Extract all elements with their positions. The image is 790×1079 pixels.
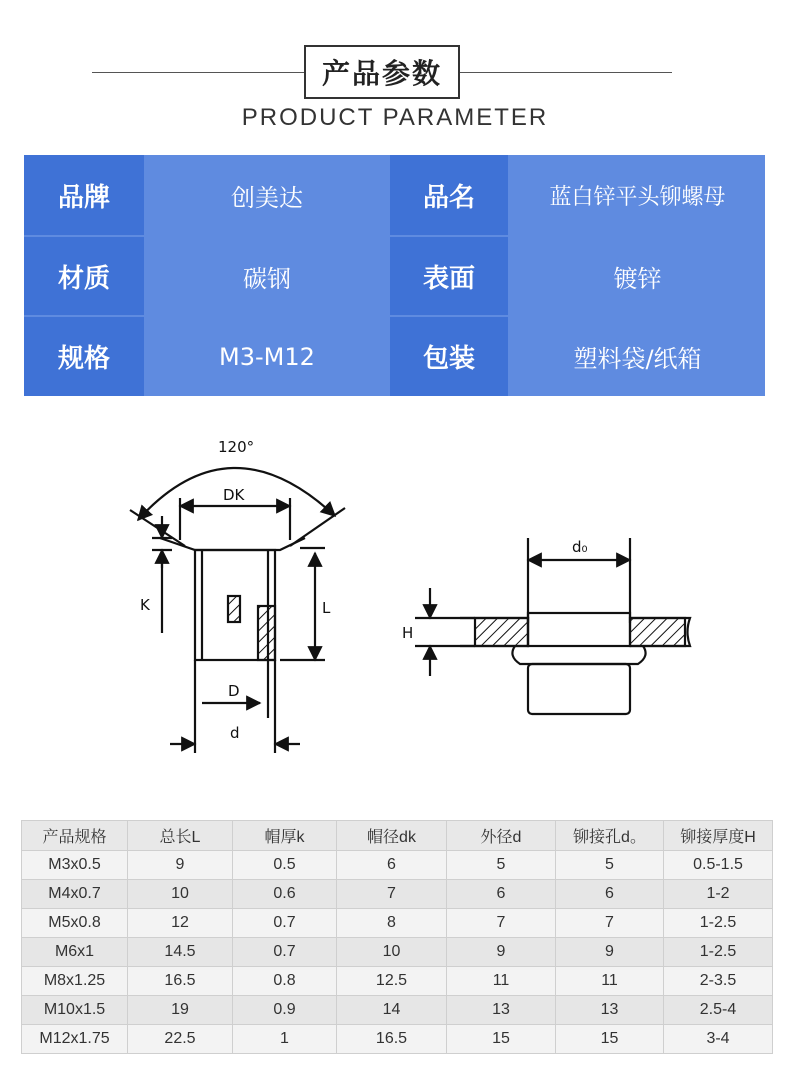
- cell-hole-diameter: 6: [556, 880, 664, 909]
- cell-spec: M8x1.25: [22, 967, 128, 996]
- cell-length: 10: [128, 880, 233, 909]
- cell-head-thickness: 0.6: [233, 880, 337, 909]
- cell-head-diameter: 10: [337, 938, 447, 967]
- spec-table: [21, 820, 773, 1054]
- cell-spec: M5x0.8: [22, 909, 128, 938]
- param-value-product-name: 蓝白锌平头铆螺母: [510, 155, 765, 235]
- cell-outer-diameter: 11: [447, 967, 556, 996]
- param-label-brand: 品牌: [24, 155, 144, 235]
- l-label: L: [322, 599, 331, 617]
- cell-grip-range: 1-2: [664, 880, 773, 909]
- cell-head-diameter: 14: [337, 996, 447, 1025]
- table-row: [22, 938, 773, 967]
- cell-grip-range: 3-4: [664, 1025, 773, 1054]
- cell-head-thickness: 0.9: [233, 996, 337, 1025]
- cell-hole-diameter: 9: [556, 938, 664, 967]
- cell-outer-diameter: 6: [447, 880, 556, 909]
- param-value-surface: 镀锌: [510, 237, 765, 315]
- cell-grip-range: 1-2.5: [664, 909, 773, 938]
- section-subtitle: PRODUCT PARAMETER: [241, 104, 549, 131]
- cell-hole-diameter: 11: [556, 967, 664, 996]
- parameter-grid: [24, 155, 765, 396]
- d0-label: d₀: [572, 538, 588, 556]
- cell-head-diameter: 16.5: [337, 1025, 447, 1054]
- cell-head-diameter: 8: [337, 909, 447, 938]
- cell-head-thickness: 0.7: [233, 938, 337, 967]
- cell-outer-diameter: 9: [447, 938, 556, 967]
- cell-length: 9: [128, 851, 233, 880]
- cell-length: 12: [128, 909, 233, 938]
- param-label-product-name: 品名: [390, 155, 508, 235]
- cell-grip-range: 1-2.5: [664, 938, 773, 967]
- cell-grip-range: 0.5-1.5: [664, 851, 773, 880]
- param-label-package: 包装: [390, 317, 508, 396]
- param-value-package: 塑料袋/纸箱: [510, 317, 765, 396]
- cell-head-thickness: 0.8: [233, 967, 337, 996]
- cell-hole-diameter: 15: [556, 1025, 664, 1054]
- table-header-row: [22, 821, 773, 851]
- rivet-nut-side-view: [130, 468, 345, 753]
- cell-spec: M4x0.7: [22, 880, 128, 909]
- cell-hole-diameter: 5: [556, 851, 664, 880]
- technical-drawing: [110, 428, 700, 778]
- param-label-surface: 表面: [390, 237, 508, 315]
- rivet-nut-installed-view: [415, 538, 690, 714]
- k-label: K: [140, 596, 150, 614]
- param-value-brand: 创美达: [146, 155, 388, 235]
- section-title: 产品参数: [304, 45, 460, 99]
- col-header-spec: 产品规格: [22, 821, 128, 851]
- cell-head-diameter: 12.5: [337, 967, 447, 996]
- title-rule-left: [92, 72, 304, 73]
- param-label-material: 材质: [24, 237, 144, 315]
- dk-label: DK: [223, 486, 245, 504]
- col-header-grip-range: 铆接厚度H: [664, 821, 773, 851]
- cell-outer-diameter: 15: [447, 1025, 556, 1054]
- cell-outer-diameter: 5: [447, 851, 556, 880]
- col-header-head-diameter: 帽径dk: [337, 821, 447, 851]
- table-row: [22, 909, 773, 938]
- angle-label: 120°: [218, 438, 255, 456]
- cell-spec: M12x1.75: [22, 1025, 128, 1054]
- param-value-spec: M3-M12: [146, 317, 388, 396]
- inner-d-label: D: [228, 682, 240, 700]
- cell-spec: M3x0.5: [22, 851, 128, 880]
- cell-head-thickness: 0.7: [233, 909, 337, 938]
- cell-hole-diameter: 13: [556, 996, 664, 1025]
- cell-spec: M6x1: [22, 938, 128, 967]
- table-row: [22, 851, 773, 880]
- cell-head-diameter: 7: [337, 880, 447, 909]
- cell-grip-range: 2.5-4: [664, 996, 773, 1025]
- cell-length: 22.5: [128, 1025, 233, 1054]
- col-header-hole-diameter: 铆接孔d。: [556, 821, 664, 851]
- cell-grip-range: 2-3.5: [664, 967, 773, 996]
- cell-spec: M10x1.5: [22, 996, 128, 1025]
- col-header-outer-diameter: 外径d: [447, 821, 556, 851]
- cell-length: 19: [128, 996, 233, 1025]
- cell-outer-diameter: 13: [447, 996, 556, 1025]
- col-header-length: 总长L: [128, 821, 233, 851]
- table-row: [22, 996, 773, 1025]
- table-row: [22, 967, 773, 996]
- h-label: H: [402, 624, 414, 642]
- cell-head-thickness: 1: [233, 1025, 337, 1054]
- cell-outer-diameter: 7: [447, 909, 556, 938]
- cell-head-thickness: 0.5: [233, 851, 337, 880]
- col-header-head-thickness: 帽厚k: [233, 821, 337, 851]
- param-value-material: 碳钢: [146, 237, 388, 315]
- outer-d-label: d: [230, 724, 240, 742]
- cell-length: 16.5: [128, 967, 233, 996]
- param-label-spec: 规格: [24, 317, 144, 396]
- cell-hole-diameter: 7: [556, 909, 664, 938]
- table-row: [22, 880, 773, 909]
- title-rule-right: [460, 72, 672, 73]
- table-row: [22, 1025, 773, 1054]
- cell-length: 14.5: [128, 938, 233, 967]
- cell-head-diameter: 6: [337, 851, 447, 880]
